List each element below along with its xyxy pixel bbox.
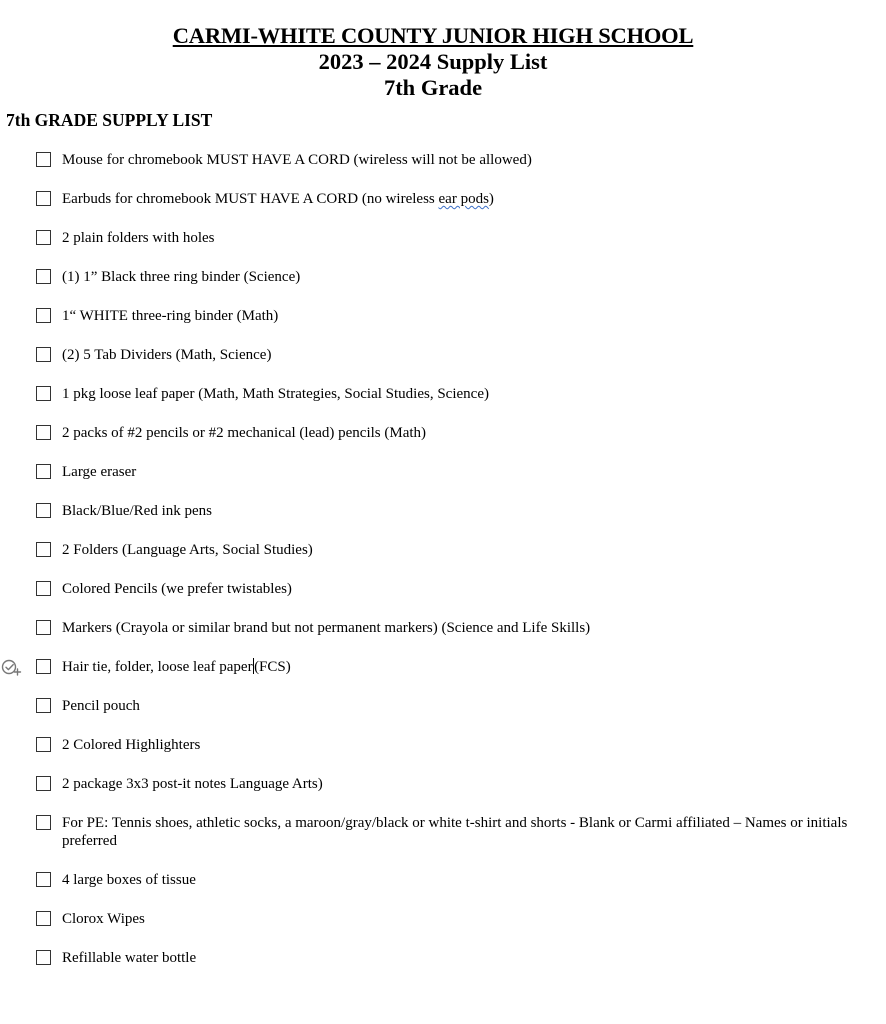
grade-title: 7th Grade bbox=[383, 75, 483, 100]
item-label: Refillable water bottle bbox=[62, 950, 197, 966]
item-label: 1“ WHITE three-ring binder (Math) bbox=[62, 308, 279, 324]
list-item bbox=[36, 346, 866, 385]
list-item bbox=[36, 697, 866, 736]
spelling-flag[interactable]: ear pods bbox=[438, 191, 489, 207]
supply-checklist bbox=[36, 151, 866, 988]
list-item bbox=[36, 619, 866, 658]
school-name: CARMI-WHITE COUNTY JUNIOR HIGH SCHOOL bbox=[172, 23, 694, 48]
list-item bbox=[36, 736, 866, 775]
checkbox-icon[interactable] bbox=[36, 269, 51, 284]
item-label: 2 Colored Highlighters bbox=[62, 737, 201, 753]
list-item bbox=[36, 658, 866, 697]
list-item bbox=[36, 910, 866, 949]
list-item bbox=[36, 151, 866, 190]
item-label[interactable]: Hair tie, folder, loose leaf paper (FCS) bbox=[62, 659, 291, 675]
checkbox-icon[interactable] bbox=[36, 464, 51, 479]
checkbox-icon[interactable] bbox=[36, 347, 51, 362]
item-label: Clorox Wipes bbox=[62, 911, 145, 927]
item-label: Pencil pouch bbox=[62, 698, 140, 714]
checkbox-icon[interactable] bbox=[36, 737, 51, 752]
list-item bbox=[36, 502, 866, 541]
item-label: For PE: Tennis shoes, athletic socks, a maroon/gray/black or white t-shirt and shorts - Blank or Carmi affiliated – Names or initials preferred bbox=[62, 815, 848, 849]
list-item bbox=[36, 424, 866, 463]
item-label: 4 large boxes of tissue bbox=[62, 872, 196, 888]
supply-list-year: 2023 – 2024 Supply List bbox=[318, 49, 548, 74]
checkbox-icon[interactable] bbox=[36, 230, 51, 245]
checkbox-icon[interactable] bbox=[36, 950, 51, 965]
item-label: Earbuds for chromebook MUST HAVE A CORD (no wireless ear pods) bbox=[62, 191, 494, 207]
list-item bbox=[36, 541, 866, 580]
checkbox-icon[interactable] bbox=[36, 386, 51, 401]
list-item bbox=[36, 949, 866, 988]
item-label: Markers (Crayola or similar brand but not permanent markers) (Science and Life Skills) bbox=[62, 620, 591, 636]
item-label: Large eraser bbox=[62, 464, 137, 480]
add-comment-icon[interactable] bbox=[0, 657, 22, 677]
item-label: Black/Blue/Red ink pens bbox=[62, 503, 212, 519]
item-label: (2) 5 Tab Dividers (Math, Science) bbox=[62, 347, 272, 363]
list-item bbox=[36, 307, 866, 346]
list-item bbox=[36, 775, 866, 814]
list-item bbox=[36, 871, 866, 910]
checkbox-icon[interactable] bbox=[36, 620, 51, 635]
item-label: Colored Pencils (we prefer twistables) bbox=[62, 581, 292, 597]
checkbox-icon[interactable] bbox=[36, 911, 51, 926]
checkbox-icon[interactable] bbox=[36, 308, 51, 323]
list-item bbox=[36, 190, 866, 229]
item-label: 2 packs of #2 pencils or #2 mechanical (lead) pencils (Math) bbox=[62, 425, 427, 441]
checkbox-icon[interactable] bbox=[36, 503, 51, 518]
section-title: 7th GRADE SUPPLY LIST bbox=[6, 110, 213, 130]
list-item bbox=[36, 229, 866, 268]
item-label: (1) 1” Black three ring binder (Science) bbox=[62, 269, 301, 285]
checkbox-icon[interactable] bbox=[36, 581, 51, 596]
checkbox-icon[interactable] bbox=[36, 815, 51, 830]
checkbox-icon[interactable] bbox=[36, 698, 51, 713]
list-item bbox=[36, 385, 866, 424]
checkbox-icon[interactable] bbox=[36, 872, 51, 887]
item-label: Mouse for chromebook MUST HAVE A CORD (wireless will not be allowed) bbox=[62, 152, 532, 168]
checkbox-icon[interactable] bbox=[36, 542, 51, 557]
item-label: 1 pkg loose leaf paper (Math, Math Strategies, Social Studies, Science) bbox=[62, 386, 489, 402]
checkbox-icon[interactable] bbox=[36, 191, 51, 206]
document-header bbox=[0, 22, 866, 101]
item-label: 2 Folders (Language Arts, Social Studies) bbox=[62, 542, 313, 558]
checkbox-icon[interactable] bbox=[36, 776, 51, 791]
list-item bbox=[36, 268, 866, 307]
list-item bbox=[36, 814, 866, 871]
item-label: 2 plain folders with holes bbox=[62, 230, 215, 246]
list-item bbox=[36, 580, 866, 619]
checkbox-icon[interactable] bbox=[36, 152, 51, 167]
list-item bbox=[36, 463, 866, 502]
checkbox-icon[interactable] bbox=[36, 425, 51, 440]
checkbox-icon[interactable] bbox=[36, 659, 51, 674]
item-label: 2 package 3x3 post-it notes Language Arts) bbox=[62, 776, 323, 792]
